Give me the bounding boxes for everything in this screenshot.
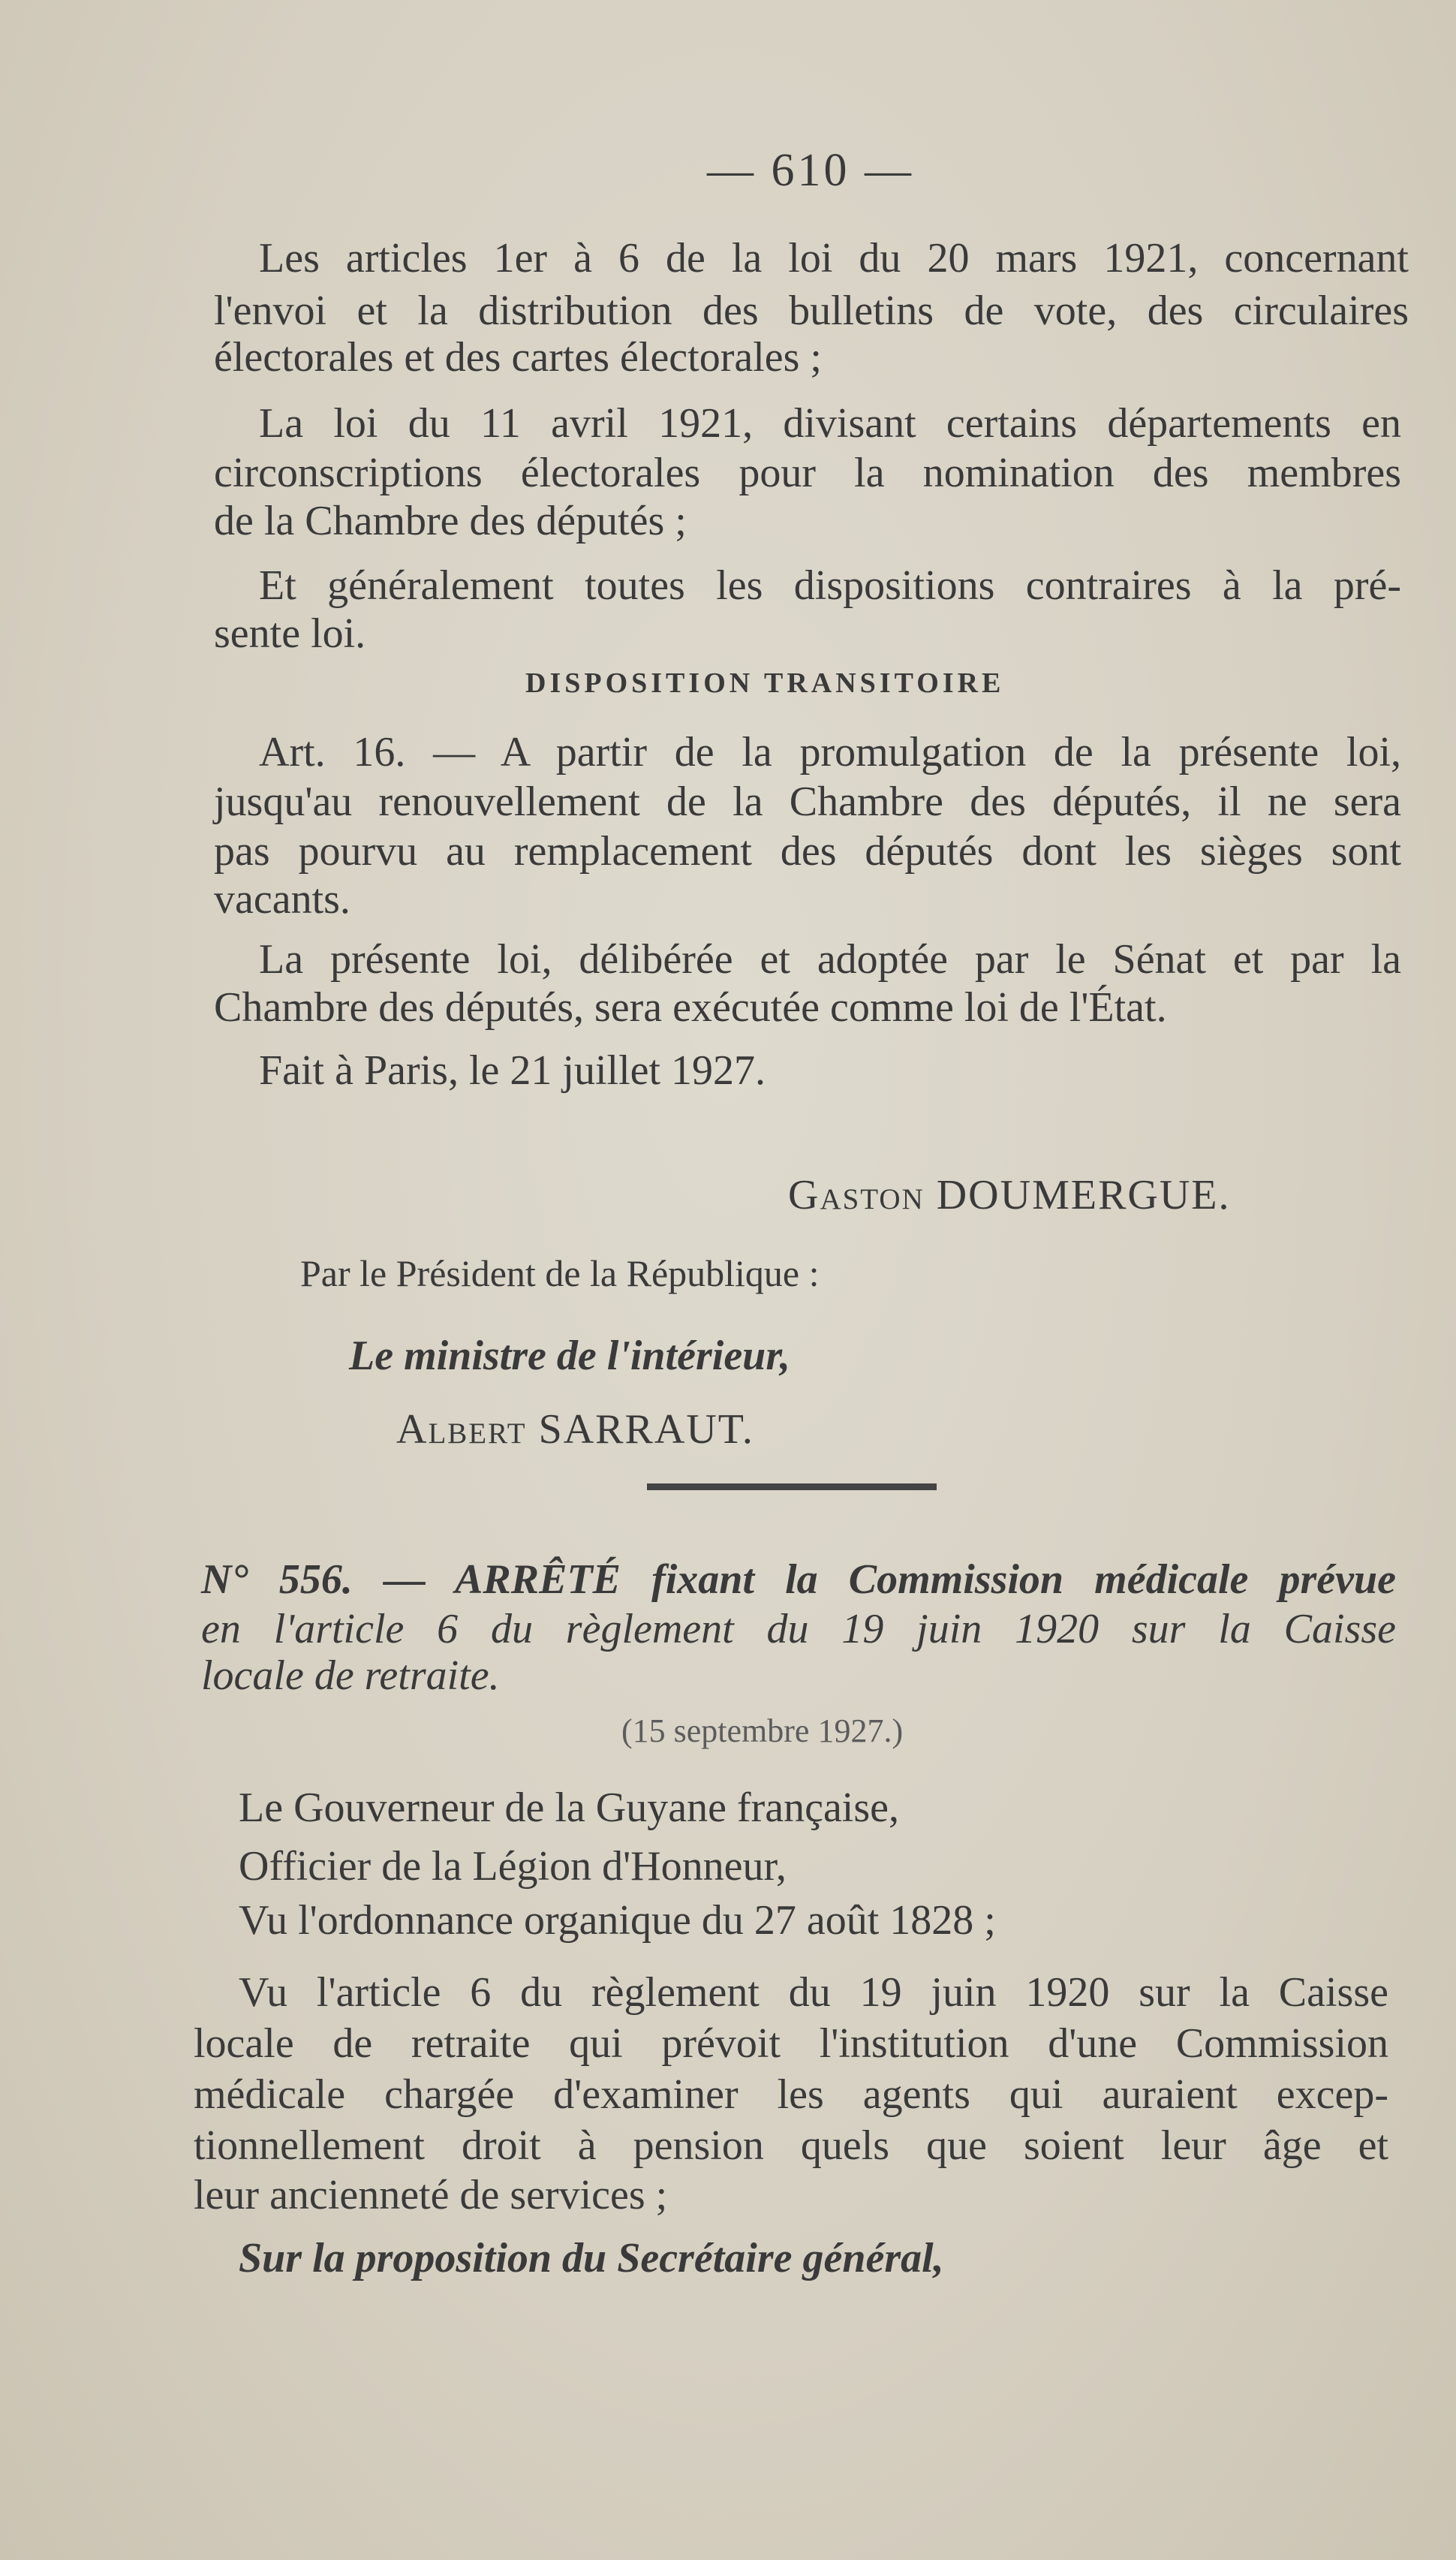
article-16-line-3: pas pourvu au remplacement des députés dont les sièges sont [214,828,1401,875]
vu-article-line-2: locale de retraite qui prévoit l'institution d'une Commission [194,2020,1388,2067]
heading-disposition-transitoire: DISPOSITION TRANSITOIRE [525,667,1005,699]
sur-proposition: Sur la proposition du Secrétaire général, [239,2235,944,2281]
paragraph-3-line-1: Et généralement toutes les dispositions contraires à la pré- [259,562,1401,609]
vu-article-line-4: tionnellement droit à pension quels que soient leur âge et [194,2122,1388,2169]
paragraph-1-line-1: Les articles 1er à 6 de la loi du 20 mars 1921, concernant [259,235,1409,282]
vu-article-line-1: Vu l'article 6 du règlement du 19 juin 1920 sur la Caisse [239,1969,1388,2016]
signature-president: Gaston DOUMERGUE. [788,1172,1231,1218]
arrete-date: (15 septembre 1927.) [621,1712,904,1749]
par-le-president: Par le Président de la République : [300,1252,820,1294]
paragraph-3-line-2: sente loi. [214,610,366,657]
separator-rule [647,1483,937,1490]
ministre-name: Albert SARRAUT. [396,1406,754,1453]
arrete-title-line-3: locale de retraite. [201,1652,500,1699]
execution-line-1: La présente loi, délibérée et adoptée par le Sénat et par la [259,936,1401,983]
arrete-title-line-1: N° 556. — ARRÊTÉ fixant la Commission médicale prévue [201,1556,1396,1603]
gouverneur-line-1: Le Gouverneur de la Guyane française, [239,1784,900,1831]
paragraph-2-line-3: de la Chambre des députés ; [214,498,687,544]
paragraph-2-line-2: circonscriptions électorales pour la nomination des membres [214,450,1401,496]
vu-article-line-5: leur ancienneté de services ; [194,2172,668,2218]
page-number: — 610 — [707,145,914,196]
gouverneur-line-2: Officier de la Légion d'Honneur, [239,1843,787,1890]
article-16-line-4: vacants. [214,876,350,923]
execution-line-2: Chambre des députés, sera exécutée comme loi de l'État. [214,984,1167,1031]
vu-article-line-3: médicale chargée d'examiner les agents qui auraient excep- [194,2071,1388,2118]
paragraph-2-line-1: La loi du 11 avril 1921, divisant certains départements en [259,400,1401,447]
fait-a-paris: Fait à Paris, le 21 juillet 1927. [259,1047,766,1094]
gouverneur-line-3: Vu l'ordonnance organique du 27 août 1828 ; [239,1897,996,1944]
article-16-line-1: Art. 16. — A partir de la promulgation de la présente loi, [259,729,1401,776]
arrete-title-line-2: en l'article 6 du règlement du 19 juin 1920 sur la Caisse [201,1606,1396,1652]
article-16-line-2: jusqu'au renouvellement de la Chambre des députés, il ne sera [214,779,1401,825]
ministre-title: Le ministre de l'intérieur, [349,1333,791,1379]
paragraph-1-line-3: électorales et des cartes électorales ; [214,334,822,381]
paragraph-1-line-2: l'envoi et la distribution des bulletins de vote, des circulaires [214,288,1409,334]
